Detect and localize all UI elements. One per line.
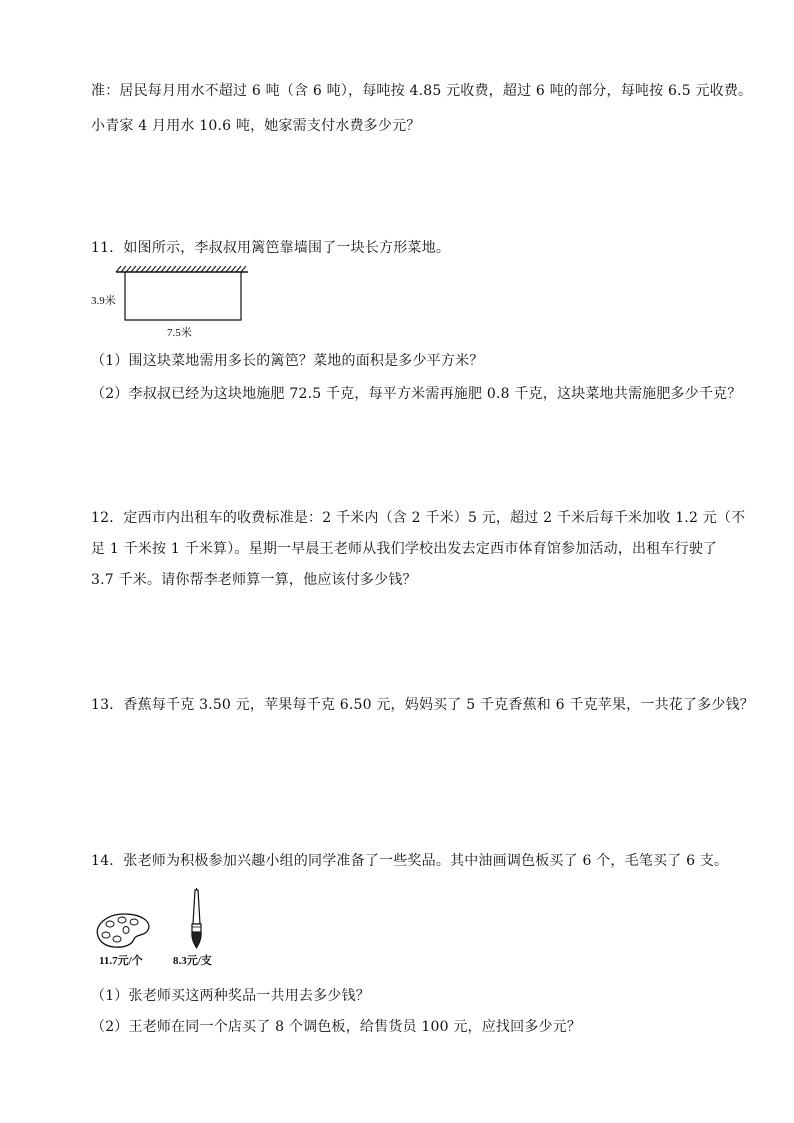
height-label: 3.9米 xyxy=(91,295,116,307)
q14-sub-2: （2）王老师在同一个店买了 8 个调色板，给售货员 100 元，应找回多少元？ xyxy=(91,1019,582,1035)
q11-sub-2: （2）李叔叔已经为这块地施肥 72.5 千克，每平方米需再施肥 0.8 千克，这块菜地共需施肥多少千克？ xyxy=(91,386,742,402)
q11-sub-1: （1）围这块菜地需用多长的篱笆？菜地的面积是多少平方米？ xyxy=(91,353,484,369)
q12-line-3: 3.7 千米。请你帮李老师算一算，他应该付多少钱？ xyxy=(91,572,417,588)
q14-stem: 14．张老师为积极参加兴趣小组的同学准备了一些奖品。其中油画调色板买了 6 个，毛笔买了 6 支。 xyxy=(91,853,729,869)
q14-sub-1: （1）张老师买这两种奖品一共用去多少钱？ xyxy=(91,988,370,1004)
q12-line-1: 12．定西市内出租车的收费标准是：2 千米内（含 2 千米）5 元，超过 2 千米后每千米加收 1.2 元（不 xyxy=(91,510,746,526)
fence-rectangle xyxy=(125,272,241,320)
brush-price: 8.3元/支 xyxy=(173,955,212,967)
garden-diagram xyxy=(108,266,258,326)
q11-stem: 11．如图所示，李叔叔用篱笆靠墙围了一块长方形菜地。 xyxy=(91,240,451,256)
wall-hatching xyxy=(116,266,246,272)
palette-icon xyxy=(92,910,154,950)
palette-price: 11.7元/个 xyxy=(99,955,143,967)
q10-line-1: 准：居民每月用水不超过 6 吨（含 6 吨），每吨按 4.85 元收费，超过 6 吨的部分，每吨按 6.5 元收费。 xyxy=(91,83,753,99)
q13-stem: 13．香蕉每千克 3.50 元，苹果每千克 6.50 元，妈妈买了 5 千克香蕉和 6 千克苹果，一共花了多少钱？ xyxy=(91,697,754,713)
brush-icon xyxy=(180,888,210,950)
width-label: 7.5米 xyxy=(167,327,192,339)
q12-line-2: 足 1 千米按 1 千米算）。星期一早晨王老师从我们学校出发去定西市体育馆参加活动，出租车行驶了 xyxy=(91,541,718,557)
q10-line-2: 小青家 4 月用水 10.6 吨，她家需支付水费多少元？ xyxy=(91,118,421,134)
